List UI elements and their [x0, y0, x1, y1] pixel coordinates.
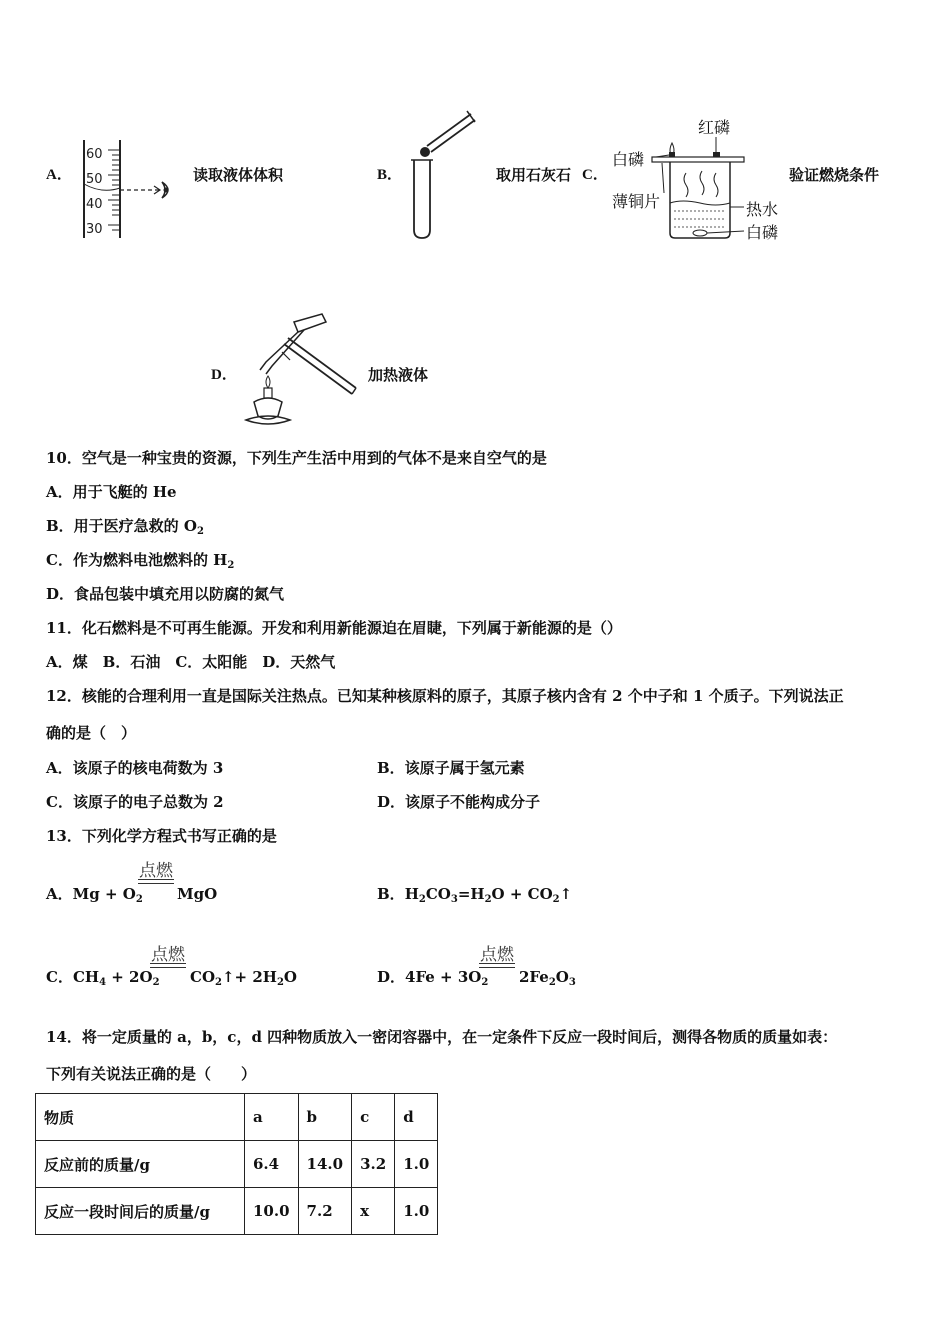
- red-phosphorus-label: 红磷: [698, 118, 731, 137]
- table-cell: 反应一段时间后的质量/g: [36, 1188, 245, 1235]
- option-c-letter: C．: [582, 167, 608, 183]
- table-header-row: [36, 1094, 438, 1141]
- option-b-caption: 取用石灰石: [496, 166, 572, 184]
- q12-stem-line1: 12．核能的合理利用一直是国际关注热点。已知某种核原料的原子，其原子核内含有 2 个中子和 1 个质子。下列说法正: [46, 687, 844, 705]
- table-header-cell: c: [352, 1094, 395, 1141]
- table-cell: 10.0: [245, 1188, 299, 1235]
- tick-50: 50: [86, 172, 103, 187]
- q14-stem-line2: 下列有关说法正确的是（ ）: [46, 1065, 257, 1083]
- table-cell: 1.0: [395, 1141, 438, 1188]
- white-phosphorus-top-label: 白磷: [612, 150, 645, 169]
- table-cell: 6.4: [245, 1141, 299, 1188]
- graduated-cylinder-figure: [82, 138, 182, 247]
- q13-option-d: D．$4Fe + 3O_2$: [377, 968, 489, 988]
- table-row: [36, 1188, 438, 1235]
- q11-stem: 11．化石燃料是不可再生能源。开发和利用新能源迫在眉睫，下列属于新能源的是（）: [46, 619, 622, 637]
- q13-a-condition: 点燃: [139, 861, 173, 881]
- q10-option-b: B．用于医疗急救的 $O_2$: [46, 517, 204, 537]
- white-phosphorus-bottom-label: 白磷: [746, 223, 779, 242]
- table-header-cell: b: [298, 1094, 352, 1141]
- tick-40: 40: [86, 197, 103, 212]
- q13-option-c: C．$CH_4 + 2O_2$: [46, 968, 160, 988]
- q10-stem: 10．空气是一种宝贵的资源，下列生产生活中用到的气体不是来自空气的是: [46, 449, 547, 467]
- q13-c-products: $CO_2↑+ 2H_2O$: [190, 968, 297, 988]
- table-header-cell: d: [395, 1094, 438, 1141]
- q13-c-equals: [150, 963, 186, 968]
- tick-30: 30: [86, 222, 103, 237]
- copper-sheet-label: 薄铜片: [612, 192, 661, 211]
- q12-stem-line2: 确的是（ ）: [46, 724, 137, 742]
- table-cell: 7.2: [298, 1188, 352, 1235]
- q13-c-condition: 点燃: [151, 945, 185, 965]
- table-cell: 3.2: [352, 1141, 395, 1188]
- option-d-letter: D．: [211, 367, 237, 383]
- mass-table: [35, 1093, 438, 1235]
- table-header-cell: 物质: [36, 1094, 245, 1141]
- option-a-caption: 读取液体体积: [193, 166, 284, 184]
- q13-d-equals: [479, 963, 515, 968]
- q13-d-condition: 点燃: [480, 945, 514, 965]
- q12-option-c: C．该原子的电子总数为 2: [46, 793, 224, 811]
- q10-option-d: D．食品包装中填充用以防腐的氮气: [46, 585, 285, 603]
- test-tube-figure: [405, 108, 480, 247]
- q13-option-b: B．$H_2CO_3=H_2O$ + $CO_2↑$: [377, 885, 573, 905]
- q10-option-a: A．用于飞艇的 He: [46, 483, 177, 501]
- hot-water-label: 热水: [746, 200, 779, 219]
- table-cell: 14.0: [298, 1141, 352, 1188]
- q11-options: A．煤 B．石油 C．太阳能 D．天然气: [46, 653, 336, 671]
- q10-option-c: C．作为燃料电池燃料的 $H_2$: [46, 551, 235, 571]
- q13-option-a: A．$Mg + O_2$: [46, 885, 143, 905]
- option-a-letter: A．: [46, 167, 72, 183]
- q12-option-b: B．该原子属于氢元素: [377, 759, 525, 777]
- option-c-caption: 验证燃烧条件: [789, 166, 880, 184]
- table-row: [36, 1141, 438, 1188]
- tick-60: 60: [86, 147, 103, 162]
- option-d-caption: 加热液体: [368, 366, 429, 384]
- heating-liquid-figure: [238, 312, 363, 434]
- table-cell: 反应前的质量/g: [36, 1141, 245, 1188]
- q13-stem: 13．下列化学方程式书写正确的是: [46, 827, 277, 845]
- q13-a-equals: [138, 879, 174, 884]
- table-header-cell: a: [245, 1094, 299, 1141]
- q14-stem: 14．将一定质量的 a，b，c，d 四种物质放入一密闭容器中，在一定条件下反应一段时间后，测得各物质的质量如表：: [46, 1028, 838, 1046]
- q12-option-a: A．该原子的核电荷数为 3: [46, 759, 224, 777]
- table-cell: x: [352, 1188, 395, 1235]
- q12-option-d: D．该原子不能构成分子: [377, 793, 541, 811]
- option-b-letter: B．: [377, 167, 403, 183]
- table-cell: 1.0: [395, 1188, 438, 1235]
- q13-d-products: $2Fe_2O_3$: [519, 968, 576, 988]
- combustion-experiment-figure: [612, 115, 787, 245]
- q13-a-product: MgO: [177, 885, 218, 903]
